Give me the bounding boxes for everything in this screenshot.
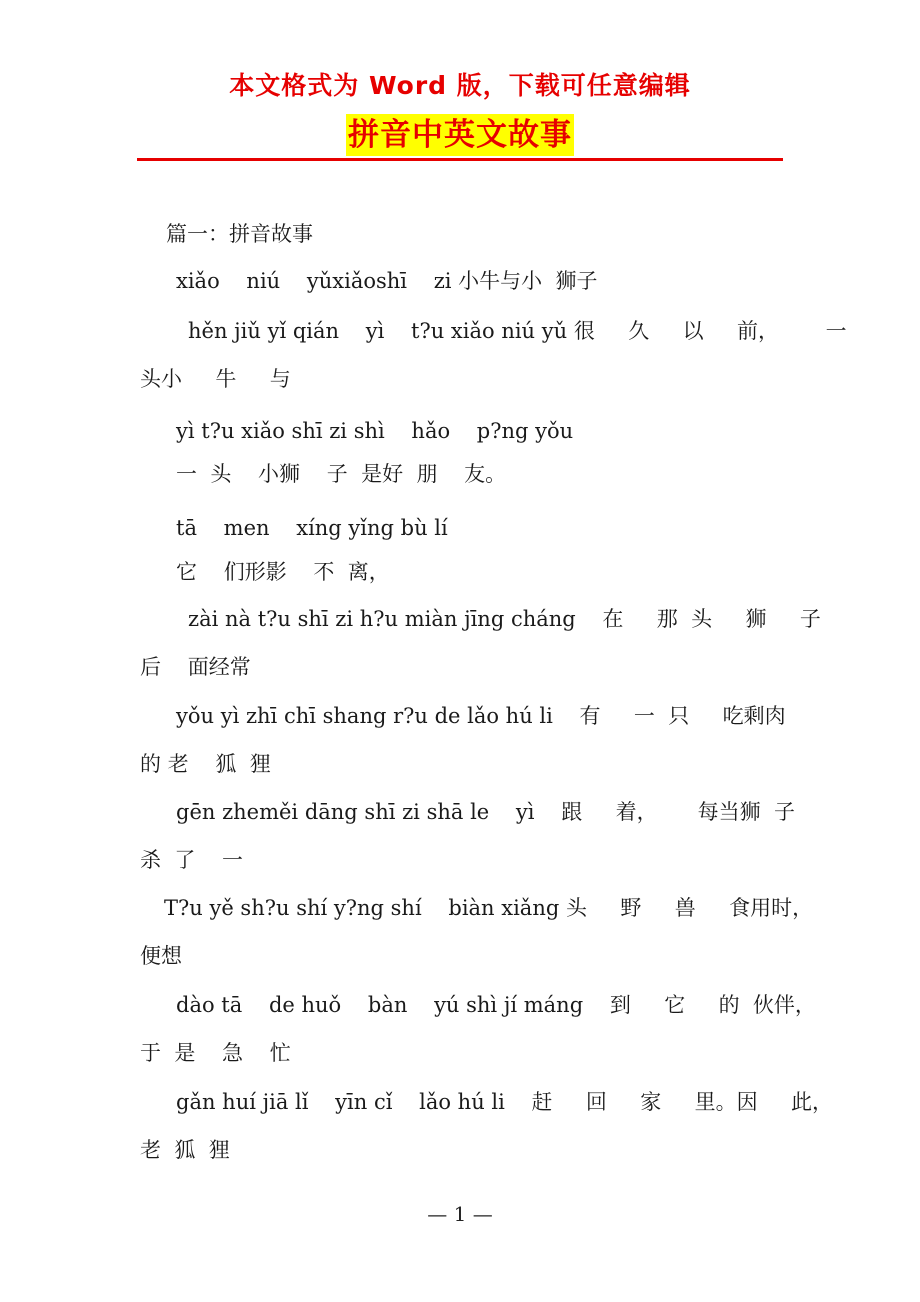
body-line: zài nà t?u shī zi h?u miàn jīng cháng 在 那 头 狮 子 <box>188 607 821 631</box>
body-line: 头小 牛 与 <box>140 367 291 391</box>
page-number: — 1 — <box>427 1202 493 1226</box>
title-underline <box>137 158 783 161</box>
title-wrapper <box>0 114 920 156</box>
format-notice: 本文格式为 Word 版，下载可任意编辑 <box>229 71 691 100</box>
document-title: 拼音中英文故事 <box>346 114 574 156</box>
body-line: yì t?u xiǎo shī zi shì hǎo p?ng yǒu <box>176 419 574 443</box>
body-line: gēn zheměi dāng shī zi shā le yì 跟 着， 每当狮 子 <box>176 800 795 824</box>
body-line: 老 狐 狸 <box>140 1138 230 1162</box>
body-line: 一 头 小狮 子 是好 朋 友。 <box>176 462 507 486</box>
body-line: 的 老 狐 狸 <box>140 752 271 776</box>
body-line: 便想 <box>140 944 182 968</box>
body-line: 后 面经常 <box>140 655 251 679</box>
body-line: 杀 了 一 <box>140 848 244 872</box>
body-line: 它 们形影 不 离， <box>176 560 390 584</box>
body-line-story-title: xiǎo niú yǔxiǎoshī zi 小牛与小 狮子 <box>176 269 598 293</box>
body-line: tā men xíng yǐng bù lí <box>176 516 448 540</box>
body-line-section-heading: 篇一：拼音故事 <box>166 222 313 246</box>
body-line: hěn jiǔ yǐ qián yì t?u xiǎo niú yǔ 很 久 以 前， 一 <box>188 319 847 343</box>
body-line: T?u yě sh?u shí y?ng shí biàn xiǎng 头 野 兽 食用时， <box>164 896 814 920</box>
body-line: gǎn huí jiā lǐ yīn cǐ lǎo hú li 赶 回 家 里。因 此， <box>176 1090 834 1114</box>
body-line: dào tā de huǒ bàn yú shì jí máng 到 它 的 伙伴， <box>176 993 816 1017</box>
body-line: 于 是 急 忙 <box>140 1041 291 1065</box>
body-line: yǒu yì zhī chī shang r?u de lǎo hú li 有 一 只 吃剩肉 <box>176 704 786 728</box>
